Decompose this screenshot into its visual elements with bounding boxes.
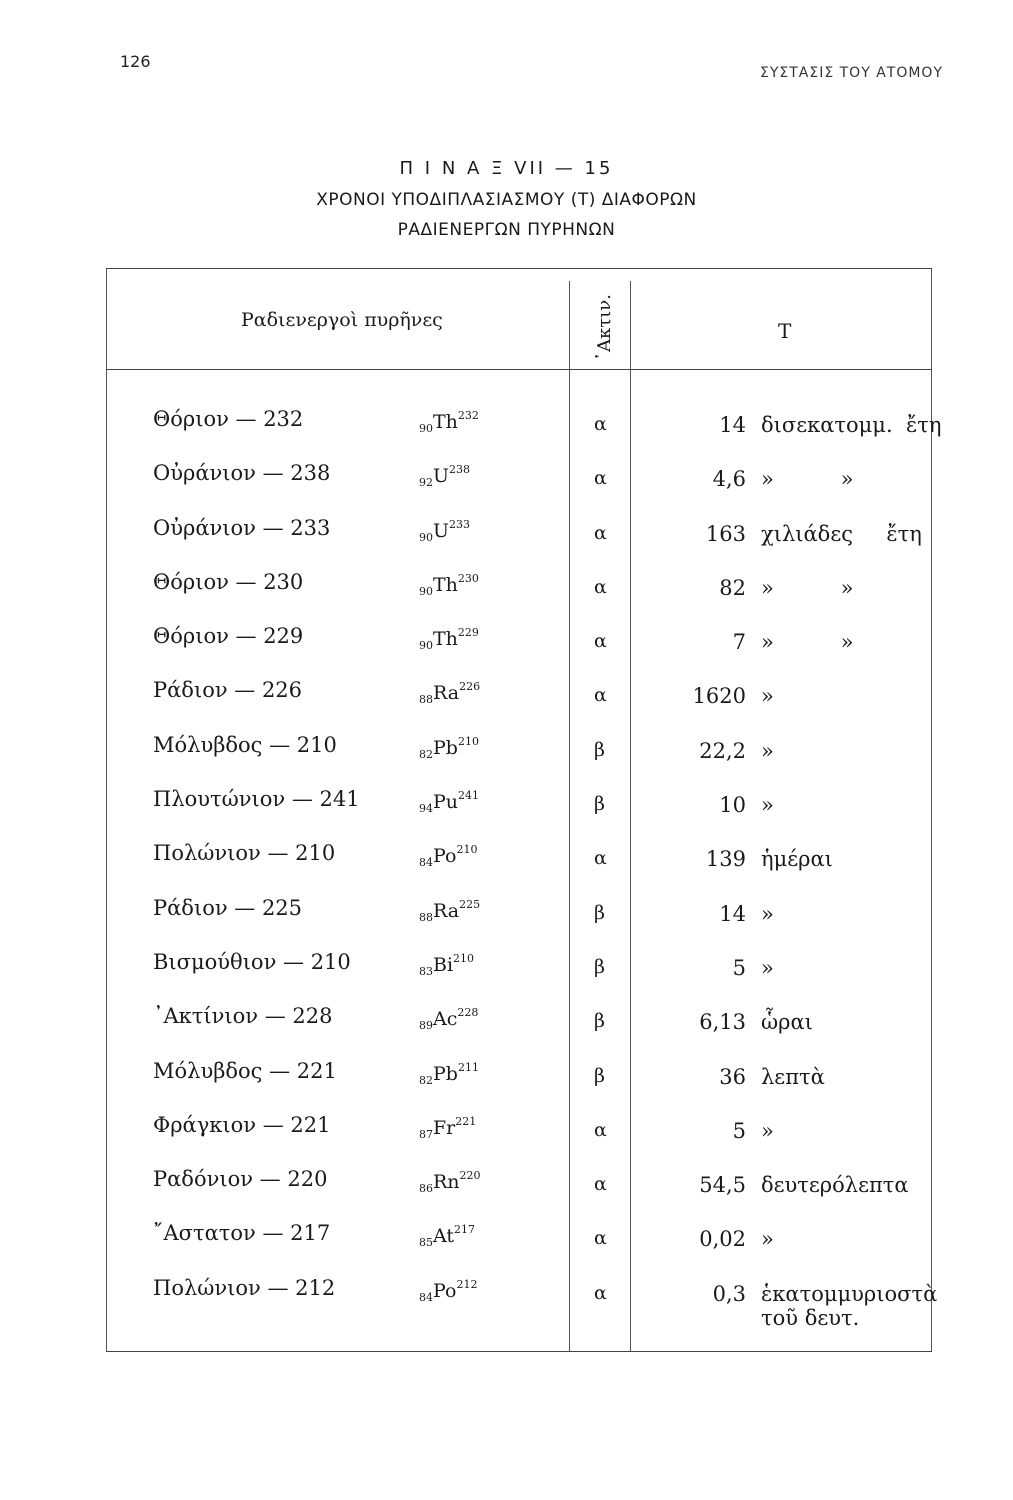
mass-number: 210 <box>453 951 475 965</box>
nuclide-symbol <box>419 735 479 761</box>
half-life-unit-text: δισεκατομμ. ἔτη <box>761 413 942 437</box>
element-symbol: Fr <box>433 1116 456 1139</box>
header-half-life: Τ <box>778 319 792 343</box>
radiation-type: β <box>594 955 605 978</box>
nucleus-name: Μόλυβδος — 221 <box>153 1058 337 1083</box>
half-life-unit <box>761 902 774 926</box>
radiation-type: β <box>594 793 605 816</box>
table-row <box>106 841 932 895</box>
mass-number: 212 <box>456 1277 478 1291</box>
table-row <box>106 1221 932 1275</box>
nuclide-symbol <box>419 843 477 869</box>
nuclide-symbol <box>419 518 470 544</box>
half-life-unit <box>761 467 853 491</box>
radiation-type: α <box>594 684 607 707</box>
half-life-unit <box>761 1010 813 1034</box>
radiation-type: β <box>594 901 605 924</box>
table-row <box>106 407 942 461</box>
half-life-unit-text: ἑκατομμυριοστὰ <box>761 1281 938 1306</box>
table-body <box>106 407 942 1346</box>
atomic-number: 89 <box>419 1019 433 1033</box>
radiation-type: β <box>594 1010 605 1033</box>
nuclide-symbol <box>419 626 479 652</box>
nuclide-symbol <box>419 1115 476 1141</box>
nuclide-symbol <box>419 1061 479 1087</box>
half-life-unit-text: » <box>761 738 774 763</box>
nucleus-name: Οὐράνιον — 238 <box>153 461 331 486</box>
mass-number: 229 <box>457 626 479 640</box>
element-symbol: U <box>433 465 450 488</box>
nucleus-name: Βισμούθιον — 210 <box>153 949 351 974</box>
element-symbol: Ra <box>433 682 460 705</box>
mass-number: 230 <box>457 571 479 585</box>
radiation-type: α <box>594 521 607 544</box>
atomic-number: 86 <box>419 1182 433 1196</box>
half-life-unit-text: » <box>761 1118 774 1143</box>
atomic-number: 92 <box>419 476 433 490</box>
half-life-value: 14 <box>719 413 746 437</box>
nuclide-symbol <box>419 1223 475 1249</box>
half-life-value: 14 <box>719 901 746 926</box>
half-life-unit-text: » <box>761 1227 774 1252</box>
mass-number: 228 <box>457 1006 479 1020</box>
header-radiation-label: ᾿Ακτιν. <box>593 293 615 361</box>
atomic-number: 90 <box>419 530 433 544</box>
nucleus-name: Θόριον — 232 <box>153 407 304 431</box>
table-title-line2: ΡΑΔΙΕΝΕΡΓΩΝ ΠΥΡΗΝΩΝ <box>397 220 616 240</box>
nucleus-name: ᾿Ακτίνιον — 228 <box>153 1004 333 1029</box>
half-life-unit-text: » <box>761 955 774 980</box>
table-row <box>106 1275 938 1346</box>
half-life-value: 5 <box>732 955 746 980</box>
half-life-unit-text: » <box>761 684 774 709</box>
half-life-table <box>106 268 942 1352</box>
half-life-value: 10 <box>719 793 746 818</box>
header-radiation <box>584 293 624 361</box>
atomic-number: 83 <box>419 964 433 978</box>
element-symbol: Pb <box>433 736 458 759</box>
half-life-unit-text: ὧραι <box>761 1010 813 1035</box>
half-life-unit-text: » <box>761 793 774 818</box>
half-life-unit-text: δευτερόλεπτα <box>761 1173 909 1198</box>
table-row <box>106 1059 932 1113</box>
half-life-unit <box>761 1227 774 1251</box>
table-row <box>106 570 932 624</box>
element-symbol: Th <box>433 573 458 596</box>
mass-number: 233 <box>449 517 471 531</box>
half-life-unit <box>761 956 774 980</box>
half-life-unit-text: ἡμέραι <box>761 847 833 872</box>
element-symbol: Ac <box>433 1008 458 1031</box>
atomic-number: 90 <box>419 422 433 435</box>
half-life-value: 163 <box>705 521 746 546</box>
mass-number: 210 <box>456 843 478 857</box>
radiation-type: α <box>594 467 607 490</box>
half-life-value: 0,3 <box>712 1281 746 1306</box>
half-life-unit-text: » » <box>761 575 854 600</box>
table-row <box>106 1113 932 1167</box>
table-row <box>106 787 932 841</box>
half-life-unit <box>761 630 853 654</box>
table-label: Π Ι Ν Α Ξ VII — 15 <box>399 158 614 179</box>
radiation-type: α <box>594 1281 607 1304</box>
half-life-unit-text: » » <box>761 467 854 492</box>
atomic-number: 90 <box>419 584 433 598</box>
element-symbol: Po <box>433 845 457 868</box>
atomic-number: 88 <box>419 693 433 707</box>
half-life-unit <box>761 1119 774 1143</box>
header-nuclei: Ραδιενεργοὶ πυρῆνες <box>241 309 443 331</box>
element-symbol: Rn <box>433 1171 460 1194</box>
mass-number: 225 <box>459 897 481 911</box>
element-symbol: Th <box>433 628 458 651</box>
nucleus-name: Ραδόνιον — 220 <box>153 1167 328 1192</box>
element-symbol: At <box>433 1225 455 1248</box>
half-life-unit-text: » <box>761 901 774 926</box>
half-life-unit <box>761 576 853 600</box>
nucleus-name: Ράδιον — 226 <box>153 678 303 703</box>
half-life-unit <box>761 1282 937 1330</box>
atomic-number: 84 <box>419 856 433 870</box>
radiation-type: β <box>594 738 605 761</box>
half-life-unit <box>761 847 833 871</box>
nuclide-symbol <box>419 1278 477 1304</box>
element-symbol: U <box>433 519 450 542</box>
radiation-type: α <box>594 847 607 870</box>
mass-number: 210 <box>457 734 479 748</box>
radiation-type: α <box>594 630 607 653</box>
radiation-type: α <box>594 413 607 435</box>
nuclide-symbol <box>419 680 480 706</box>
nuclide-symbol <box>419 572 479 598</box>
nucleus-name: Θόριον — 230 <box>153 569 304 594</box>
radiation-type: α <box>594 575 607 598</box>
half-life-value: 0,02 <box>699 1227 746 1252</box>
half-life-value: 82 <box>719 575 746 600</box>
atomic-number: 84 <box>419 1290 433 1304</box>
page-number: 126 <box>120 52 151 71</box>
mass-number: 226 <box>459 680 481 694</box>
radiation-type: α <box>594 1227 607 1250</box>
nuclide-symbol <box>419 1006 478 1032</box>
nuclide-symbol <box>419 463 470 489</box>
half-life-value: 54,5 <box>699 1173 746 1198</box>
table-title-line1: ΧΡΟΝΟΙ ΥΠΟΔΙΠΛΑΣΙΑΣΜΟΥ (Τ) ΔΙΑΦΟΡΩΝ <box>316 190 697 210</box>
half-life-unit <box>761 684 774 708</box>
mass-number: 211 <box>457 1060 479 1074</box>
table-row <box>106 678 932 732</box>
half-life-unit-text: χιλιάδες ἔτη <box>761 521 922 546</box>
element-symbol: Pu <box>433 791 459 814</box>
atomic-number: 94 <box>419 802 433 816</box>
nuclide-symbol <box>419 789 479 815</box>
half-life-value: 22,2 <box>699 738 746 763</box>
element-symbol: Po <box>433 1279 457 1302</box>
half-life-value: 4,6 <box>712 467 746 492</box>
half-life-value: 5 <box>732 1118 746 1143</box>
nuclide-symbol <box>419 1169 481 1195</box>
radiation-type: β <box>594 1064 605 1087</box>
running-head: ΣΥΣΤΑΣΙΣ ΤΟΥ ΑΤΟΜΟΥ <box>759 65 943 81</box>
half-life-unit <box>761 739 774 763</box>
nuclide-symbol <box>419 898 480 924</box>
nucleus-name: Ράδιον — 225 <box>153 895 303 920</box>
half-life-unit <box>761 1173 909 1197</box>
table-row <box>106 461 932 515</box>
mass-number: 241 <box>458 789 480 803</box>
half-life-unit <box>761 793 774 817</box>
half-life-unit-text: » » <box>761 630 854 655</box>
nucleus-name: Οὐράνιον — 233 <box>153 515 331 540</box>
mass-number: 221 <box>455 1114 477 1128</box>
nucleus-name: Πολώνιον — 210 <box>153 841 336 866</box>
atomic-number: 82 <box>419 747 433 761</box>
mass-number: 220 <box>459 1169 481 1183</box>
element-symbol: Bi <box>433 953 454 976</box>
mass-number: 232 <box>457 409 479 422</box>
table-row <box>106 896 932 950</box>
table-row <box>106 624 932 678</box>
nuclide-symbol <box>419 409 479 435</box>
table-row <box>106 950 932 1004</box>
nucleus-name: Πολώνιον — 212 <box>153 1275 336 1300</box>
radiation-type: α <box>594 1173 607 1196</box>
radiation-type: α <box>594 1118 607 1141</box>
half-life-unit <box>761 413 941 437</box>
half-life-unit <box>761 522 922 546</box>
atomic-number: 88 <box>419 910 433 924</box>
atomic-number: 85 <box>419 1236 433 1250</box>
element-symbol: Ra <box>433 899 460 922</box>
half-life-unit <box>761 1065 825 1089</box>
element-symbol: Pb <box>433 1062 458 1085</box>
mass-number: 238 <box>449 463 471 477</box>
nucleus-name: Φράγκιον — 221 <box>153 1112 331 1137</box>
mass-number: 217 <box>454 1223 476 1237</box>
half-life-value: 7 <box>732 630 746 655</box>
atomic-number: 87 <box>419 1127 433 1141</box>
half-life-unit-text: λεπτὰ <box>761 1064 825 1089</box>
table-row <box>106 733 932 787</box>
element-symbol: Th <box>433 411 458 433</box>
table-row <box>106 516 932 570</box>
atomic-number: 90 <box>419 639 433 653</box>
half-life-value: 36 <box>719 1064 746 1089</box>
nuclide-symbol <box>419 952 474 978</box>
half-life-value: 1620 <box>692 684 746 709</box>
half-life-value: 139 <box>705 847 746 872</box>
half-life-unit-text-line2: τοῦ δευτ. <box>761 1305 860 1330</box>
atomic-number: 82 <box>419 1073 433 1087</box>
nucleus-name: ῎Αστατον — 217 <box>153 1221 331 1246</box>
nucleus-name: Μόλυβδος — 210 <box>153 732 337 757</box>
header-rule <box>106 369 932 370</box>
table-row <box>106 1167 932 1221</box>
nucleus-name: Θόριον — 229 <box>153 624 304 649</box>
half-life-value: 6,13 <box>699 1010 746 1035</box>
nucleus-name: Πλουτώνιον — 241 <box>153 787 360 812</box>
table-row <box>106 1004 932 1058</box>
